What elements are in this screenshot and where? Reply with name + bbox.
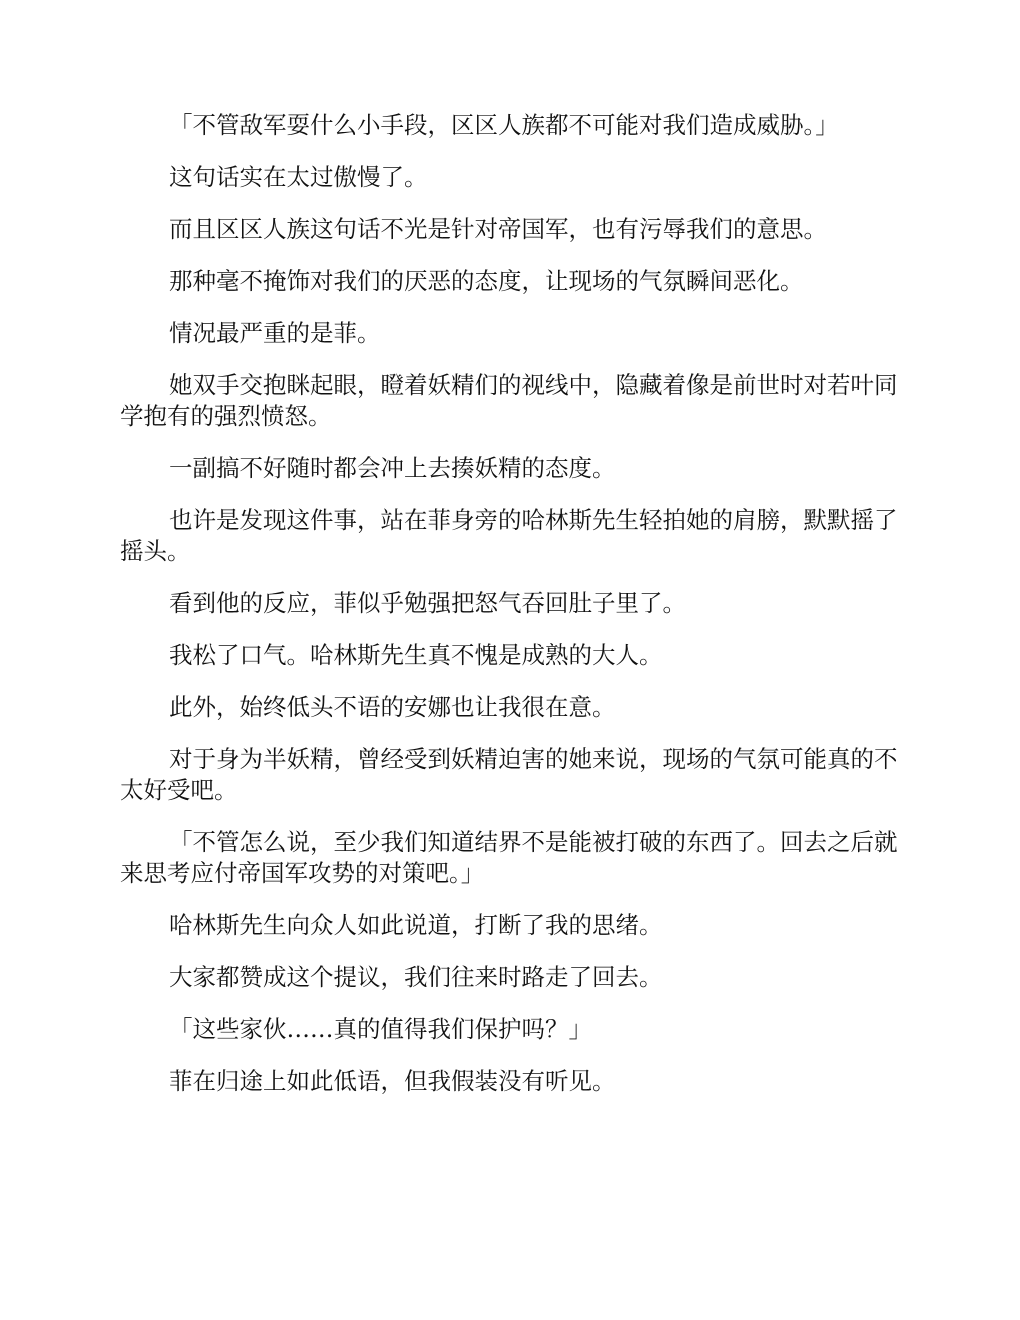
paragraph: 而且区区人族这句话不光是针对帝国军，也有污辱我们的意思。 [169, 215, 827, 243]
paragraph: 大家都赞成这个提议，我们往来时路走了回去。 [169, 963, 663, 991]
paragraph: 我松了口气。哈林斯先生真不愧是成熟的大人。 [169, 641, 663, 669]
paragraph: 那种毫不掩饰对我们的厌恶的态度，让现场的气氛瞬间恶化。 [169, 267, 804, 295]
paragraph: 一副搞不好随时都会冲上去揍妖精的态度。 [169, 454, 616, 482]
paragraph: 「这些家伙……真的值得我们保护吗？」 [169, 1015, 592, 1043]
body-text [120, 110, 900, 1118]
paragraph: 哈林斯先生向众人如此说道，打断了我的思绪。 [169, 911, 663, 939]
paragraph: 对于身为半妖精，曾经受到妖精迫害的她来说，现场的气氛可能真的不太好受吧。 [120, 745, 898, 804]
paragraph: 这句话实在太过傲慢了。 [169, 163, 428, 191]
paragraph: 「不管敌军耍什么小手段，区区人族都不可能对我们造成威胁。」 [169, 111, 839, 139]
paragraph: 也许是发现这件事，站在菲身旁的哈林斯先生轻拍她的肩膀，默默摇了摇头。 [120, 506, 898, 565]
paragraph: 情况最严重的是菲。 [169, 319, 381, 347]
paragraph: 看到他的反应，菲似乎勉强把怒气吞回肚子里了。 [169, 589, 686, 617]
paragraph: 她双手交抱眯起眼，瞪着妖精们的视线中，隐藏着像是前世时对若叶同学抱有的强烈愤怒。 [120, 371, 898, 430]
paragraph: 此外，始终低头不语的安娜也让我很在意。 [169, 693, 616, 721]
paragraph: 「不管怎么说，至少我们知道结界不是能被打破的东西了。回去之后就来思考应付帝国军攻势的对策吧。」 [120, 828, 898, 887]
paragraph: 菲在归途上如此低语，但我假装没有听见。 [169, 1067, 616, 1095]
